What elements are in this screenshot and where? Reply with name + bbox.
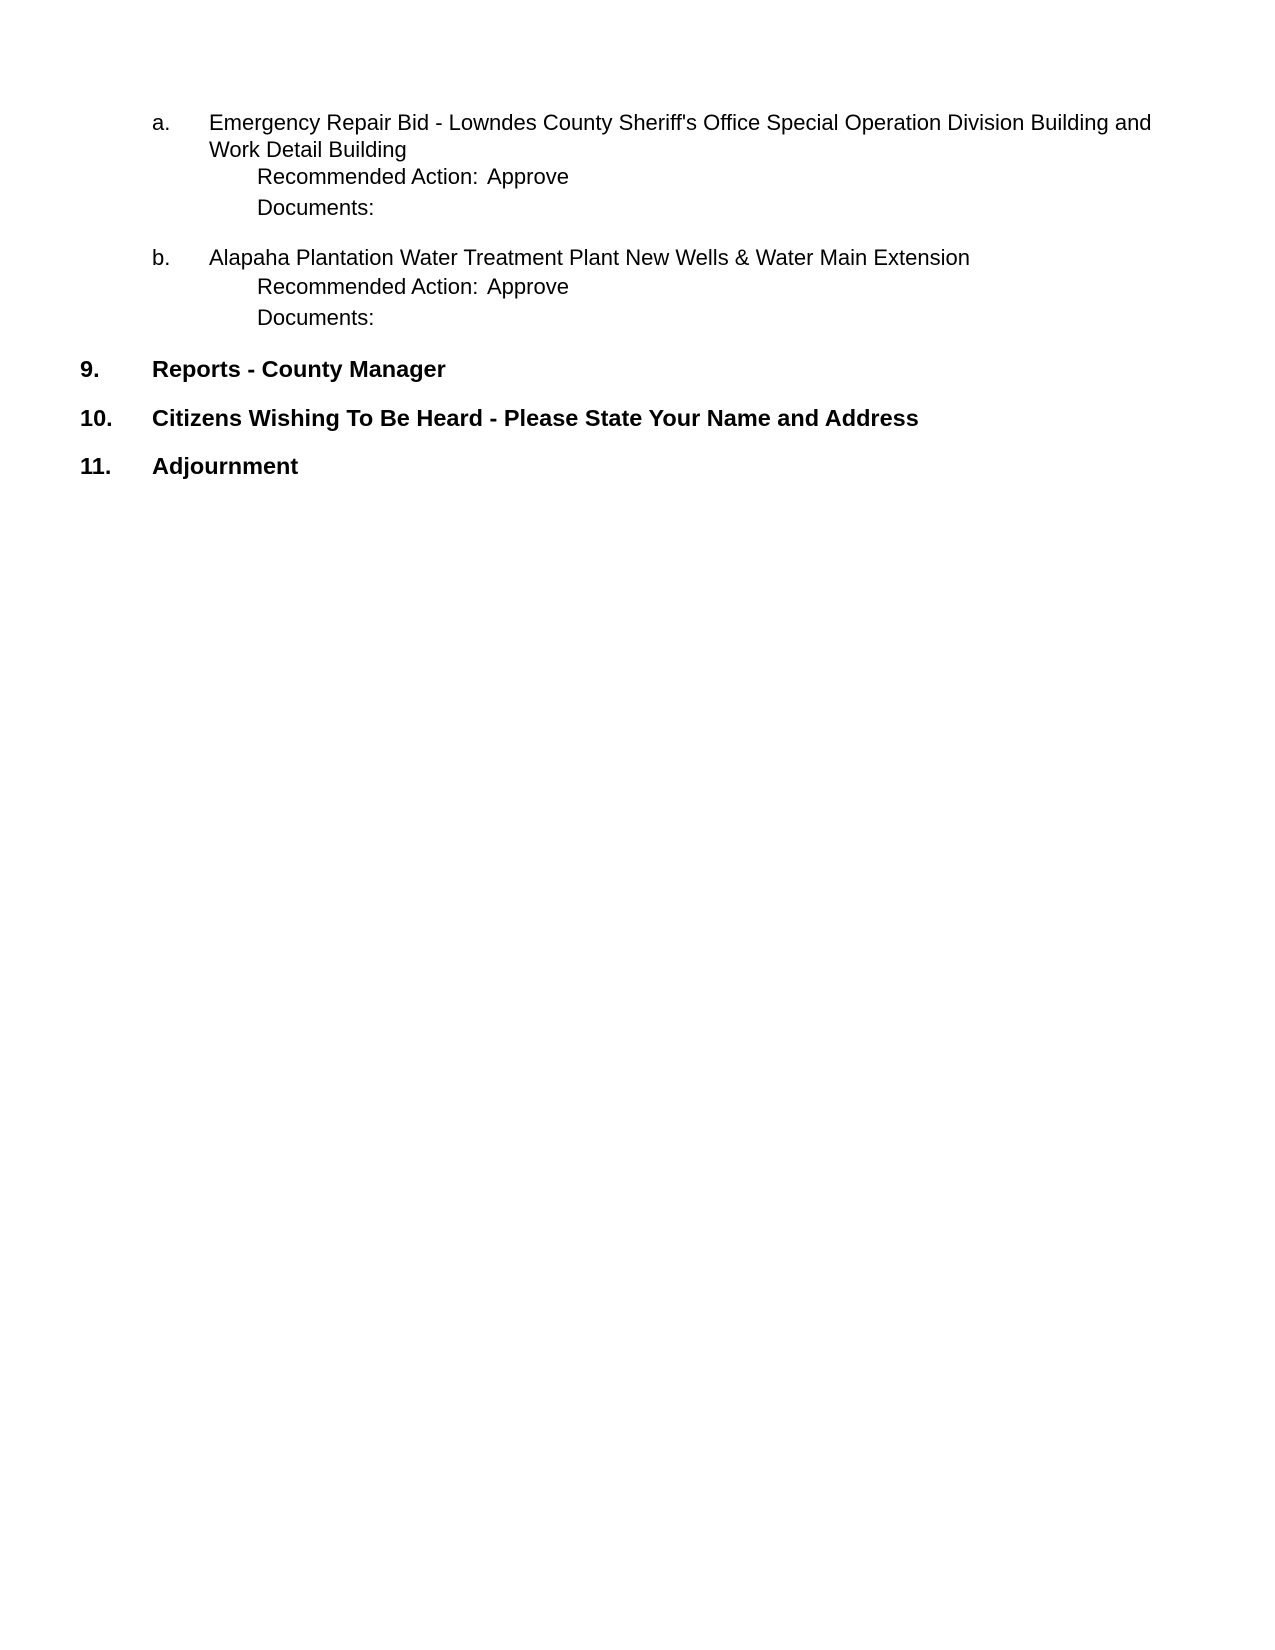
recommended-action-value: Approve xyxy=(487,274,569,299)
agenda-item-title: Reports - County Manager xyxy=(152,356,446,382)
sub-item-title-line1: Alapaha Plantation Water Treatment Plant New Wells & Water Main Extension xyxy=(209,245,970,270)
sub-item-title xyxy=(209,109,1209,163)
documents-row xyxy=(257,194,487,221)
sub-item-title-line1: Emergency Repair Bid - Lowndes County Sheriff's Office Special Operation Division Building and xyxy=(209,110,1152,135)
agenda-item-number: 11. xyxy=(80,453,112,479)
agenda-item-9 xyxy=(80,355,446,383)
documents-row xyxy=(257,304,487,331)
documents-label: Documents: xyxy=(257,195,375,220)
agenda-sub-item-a xyxy=(152,109,1202,229)
recommended-action-row xyxy=(257,163,569,190)
agenda-item-number: 10. xyxy=(80,405,113,431)
agenda-item-title: Citizens Wishing To Be Heard - Please State Your Name and Address xyxy=(152,405,919,431)
agenda-item-title: Adjournment xyxy=(152,453,299,479)
recommended-action-value: Approve xyxy=(487,164,569,189)
sub-item-letter: b. xyxy=(152,245,171,270)
recommended-action-row xyxy=(257,273,569,300)
sub-item-title-line2: Work Detail Building xyxy=(209,137,407,162)
recommended-action-label: Recommended Action: xyxy=(257,274,479,299)
agenda-item-number: 9. xyxy=(80,356,100,382)
recommended-action-label: Recommended Action: xyxy=(257,164,479,189)
agenda-item-11 xyxy=(80,452,298,480)
sub-item-title xyxy=(209,244,1209,271)
sub-item-letter: a. xyxy=(152,110,171,135)
agenda-item-10 xyxy=(80,404,919,432)
agenda-sub-item-b xyxy=(152,244,1202,334)
documents-label: Documents: xyxy=(257,305,375,330)
